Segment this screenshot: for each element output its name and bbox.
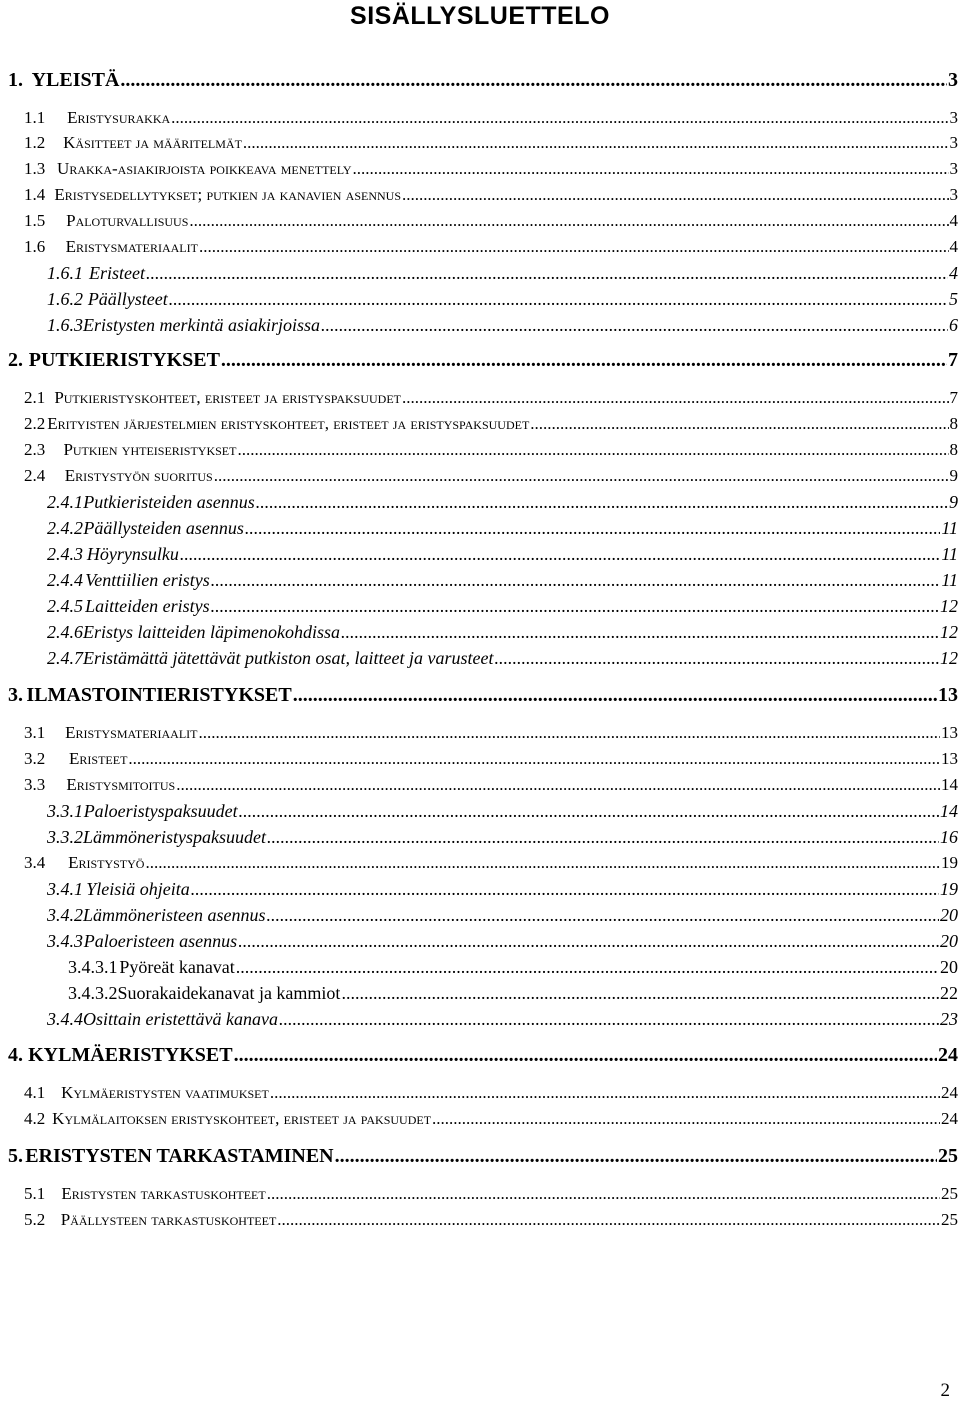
- toc-entry[interactable]: [24, 853, 958, 873]
- section-title: YLEISTÄ: [31, 69, 120, 91]
- section-title: Eristysurakka: [67, 108, 171, 127]
- page-ref: 25: [941, 1210, 958, 1229]
- section-number: 2.4: [24, 466, 46, 485]
- toc-entry[interactable]: [68, 983, 958, 1004]
- dot-leader: [214, 466, 949, 486]
- section-number: 3.4.2: [47, 905, 83, 925]
- toc-entry[interactable]: [8, 684, 958, 707]
- dot-leader: [270, 1083, 940, 1103]
- section-title: Höyrynsulku: [86, 544, 179, 564]
- dot-leader: [145, 853, 940, 873]
- dot-leader: [353, 159, 949, 179]
- page-ref: 12: [940, 622, 958, 642]
- section-title: Kylmäeristysten vaatimukset: [61, 1083, 269, 1102]
- section-number: 5.: [8, 1145, 23, 1167]
- section-number: 1.4: [24, 185, 46, 204]
- page-ref: 24: [941, 1109, 958, 1128]
- toc-entry[interactable]: [47, 827, 958, 848]
- dot-leader: [245, 518, 940, 539]
- section-number: 2.4.6: [47, 622, 83, 642]
- section-number: 3.4.1: [47, 879, 83, 899]
- section-title: Kylmälaitoksen eristyskohteet, eristeet ja paksuudet: [52, 1109, 432, 1128]
- section-number: 3.4.3.1: [68, 957, 118, 977]
- page-ref: 9: [949, 492, 958, 512]
- section-title: Suorakaidekanavat ja kammiot: [117, 983, 341, 1003]
- page-ref: 3: [949, 185, 958, 204]
- page-ref: 5: [949, 289, 958, 309]
- section-number: 2.3: [24, 440, 46, 459]
- section-number: 3.2: [24, 749, 46, 768]
- section-number: 4.2: [24, 1109, 46, 1128]
- toc-entry[interactable]: [47, 801, 958, 822]
- section-number: 1.5: [24, 211, 46, 230]
- page-ref: 8: [949, 414, 958, 433]
- dot-leader: [256, 492, 948, 513]
- page-ref: 19: [941, 853, 958, 872]
- section-title: Erityisten järjestelmien eristyskohteet, eristeet ja eristyspaksuudet: [47, 414, 530, 433]
- section-title: Eristysmateriaalit: [65, 237, 198, 256]
- dot-leader: [267, 1184, 940, 1204]
- section-title: Venttiilien eristys: [85, 570, 210, 590]
- page-ref: 14: [941, 775, 958, 794]
- section-number: 2.1: [24, 388, 46, 407]
- dot-leader: [293, 684, 937, 707]
- dot-leader: [267, 827, 939, 848]
- section-title: Lämmöneristyspaksuudet: [83, 827, 266, 847]
- toc-entry[interactable]: [47, 879, 958, 900]
- section-number: 2.: [8, 349, 23, 371]
- section-number: 3.3: [24, 775, 46, 794]
- section-title: Eristys laitteiden läpimenokohdissa: [83, 622, 340, 642]
- section-number: 2.4.4: [47, 570, 83, 590]
- toc-entry[interactable]: [47, 518, 958, 539]
- toc-entry[interactable]: [24, 1184, 958, 1204]
- toc-entry[interactable]: [24, 108, 958, 128]
- dot-leader: [530, 414, 948, 434]
- dot-leader: [189, 211, 948, 231]
- toc-entry[interactable]: [24, 211, 958, 231]
- dot-leader: [238, 931, 939, 952]
- toc-entry[interactable]: [24, 1210, 958, 1230]
- page-ref: 8: [949, 440, 958, 459]
- dot-leader: [494, 648, 939, 669]
- page-ref: 20: [940, 931, 958, 951]
- page-ref: 11: [941, 518, 958, 538]
- section-number: 2.4.1: [47, 492, 83, 512]
- page-ref: 22: [940, 983, 958, 1003]
- dot-leader: [321, 315, 948, 336]
- toc-entry[interactable]: [24, 185, 958, 205]
- page-ref: 24: [938, 1044, 958, 1066]
- section-title: Paloeristyspaksuudet: [83, 801, 238, 821]
- page-ref: 9: [949, 466, 958, 485]
- toc-entry[interactable]: [8, 1145, 958, 1168]
- dot-leader: [180, 544, 941, 565]
- section-number: 3.3.2: [47, 827, 83, 847]
- page-ref: 7: [949, 388, 958, 407]
- section-number: 2.4.2: [47, 518, 83, 538]
- dot-leader: [267, 905, 940, 926]
- dot-leader: [146, 263, 948, 284]
- dot-leader: [432, 1109, 940, 1129]
- section-number: 1.: [8, 69, 23, 91]
- toc-entry[interactable]: [47, 931, 958, 952]
- section-number: 1.3: [24, 159, 46, 178]
- page-ref: 6: [949, 315, 958, 335]
- toc-entry[interactable]: [47, 263, 958, 284]
- page-ref: 13: [941, 723, 958, 742]
- dot-leader: [128, 749, 940, 769]
- dot-leader: [341, 622, 939, 643]
- dot-leader: [402, 388, 949, 408]
- section-number: 2.4.3: [47, 544, 83, 564]
- section-number: 2.2: [24, 414, 46, 433]
- page-ref: 20: [940, 957, 958, 977]
- section-number: 4.1: [24, 1083, 46, 1102]
- dot-leader: [239, 801, 939, 822]
- section-number: 2.4.5: [47, 596, 83, 616]
- section-title: Paloeristeen asennus: [83, 931, 238, 951]
- page-ref: 13: [938, 684, 958, 706]
- dot-leader: [277, 1210, 940, 1230]
- dot-leader: [236, 957, 939, 978]
- section-number: 3.: [8, 684, 23, 706]
- section-title: Putkieristyskohteet, eristeet ja eristyspaksuudet: [54, 388, 401, 407]
- section-number: 1.6.1: [47, 263, 83, 283]
- toc-entry[interactable]: [47, 289, 958, 310]
- toc-entry[interactable]: [24, 440, 958, 460]
- section-title: Laitteiden eristys: [85, 596, 210, 616]
- section-title: Osittain eristettävä kanava: [83, 1009, 278, 1029]
- toc-entry[interactable]: [24, 749, 958, 769]
- section-number: 1.2: [24, 133, 46, 152]
- page-ref: 23: [940, 1009, 958, 1029]
- toc-entry[interactable]: [8, 69, 958, 92]
- section-title: Lämmöneristeen asennus: [83, 905, 266, 925]
- section-title: KYLMÄERISTYKSET: [28, 1044, 233, 1066]
- dot-leader: [341, 983, 939, 1004]
- toc-entry[interactable]: [24, 159, 958, 179]
- toc-entry[interactable]: [47, 1009, 958, 1030]
- section-number: 2.4.7: [47, 648, 83, 668]
- dot-leader: [335, 1145, 937, 1168]
- section-title: Eristeet: [89, 263, 146, 283]
- dot-leader: [402, 185, 949, 205]
- toc-entry[interactable]: [68, 957, 958, 978]
- page-ref: 4: [949, 211, 958, 230]
- page-number: 2: [940, 1380, 950, 1401]
- toc-entry[interactable]: [8, 349, 958, 372]
- section-title: Päällysteiden asennus: [83, 518, 244, 538]
- section-title: ERISTYSTEN TARKASTAMINEN: [25, 1145, 334, 1167]
- toc-entry[interactable]: [24, 414, 958, 434]
- page-ref: 13: [941, 749, 958, 768]
- dot-leader: [243, 133, 949, 153]
- section-title: Paloturvallisuus: [66, 211, 189, 230]
- page-ref: 16: [940, 827, 958, 847]
- page-ref: 19: [940, 879, 958, 899]
- section-number: 3.1: [24, 723, 46, 742]
- page-ref: 25: [938, 1145, 958, 1167]
- section-title: Eristysmateriaalit: [65, 723, 198, 742]
- page-ref: 7: [948, 349, 958, 371]
- section-title: Päällysteet: [87, 289, 168, 309]
- dot-leader: [211, 596, 939, 617]
- dot-leader: [211, 570, 941, 591]
- toc-entry[interactable]: [47, 315, 958, 336]
- section-number: 5.2: [24, 1210, 46, 1229]
- page-ref: 12: [940, 648, 958, 668]
- section-title: Eristämättä jätettävät putkiston osat, laitteet ja varusteet: [83, 648, 494, 668]
- dot-leader: [176, 775, 940, 795]
- page-ref: 3: [949, 159, 958, 178]
- toc-entry[interactable]: [24, 775, 958, 795]
- toc-entry[interactable]: [24, 1083, 958, 1103]
- document-title: SISÄLLYSLUETTELO: [350, 2, 610, 30]
- dot-leader: [171, 108, 948, 128]
- page-ref: 3: [948, 69, 958, 91]
- toc-entry[interactable]: [24, 466, 958, 486]
- section-number: 3.4.3: [47, 931, 83, 951]
- section-title: Urakka-asiakirjoista poikkeava menettely: [57, 159, 352, 178]
- section-number: 1.6.2: [47, 289, 83, 309]
- section-title: Yleisiä ohjeita: [86, 879, 190, 899]
- section-title: Eristysmitoitus: [66, 775, 176, 794]
- section-title: Eristeet: [69, 749, 128, 768]
- section-number: 1.1: [24, 108, 46, 127]
- dot-leader: [120, 69, 947, 92]
- page-ref: 3: [949, 133, 958, 152]
- section-number: 3.4.4: [47, 1009, 83, 1029]
- page-ref: 11: [941, 570, 958, 590]
- page-ref: 14: [940, 801, 958, 821]
- page-ref: 25: [941, 1184, 958, 1203]
- toc-entry[interactable]: [24, 388, 958, 408]
- page-ref: 24: [941, 1083, 958, 1102]
- page-ref: 20: [940, 905, 958, 925]
- page-ref: 12: [940, 596, 958, 616]
- section-number: 3.4: [24, 853, 46, 872]
- section-title: Eristysten tarkastuskohteet: [61, 1184, 266, 1203]
- page-ref: 3: [949, 108, 958, 127]
- dot-leader: [221, 349, 947, 372]
- section-title: Eristysten merkintä asiakirjoissa: [83, 315, 320, 335]
- toc-entry[interactable]: [24, 237, 958, 257]
- dot-leader: [237, 440, 948, 460]
- page-ref: 4: [949, 237, 958, 256]
- section-title: Päällysteen tarkastuskohteet: [60, 1210, 277, 1229]
- section-number: 1.6: [24, 237, 46, 256]
- section-number: 1.6.3: [47, 315, 83, 335]
- toc-entry[interactable]: [24, 133, 958, 153]
- section-title: Putkien yhteiseristykset: [63, 440, 237, 459]
- section-number: 3.3.1: [47, 801, 83, 821]
- dot-leader: [279, 1009, 939, 1030]
- section-number: 4.: [8, 1044, 23, 1066]
- toc-entry[interactable]: [24, 723, 958, 743]
- section-title: Eristystyön suoritus: [64, 466, 213, 485]
- section-title: Putkieristeiden asennus: [83, 492, 255, 512]
- toc-entry[interactable]: [8, 1044, 958, 1067]
- section-title: Eristysedellytykset; putkien ja kanavien asennus: [54, 185, 401, 204]
- toc-entry[interactable]: [24, 1109, 958, 1129]
- section-title: Pyöreät kanavat: [119, 957, 235, 977]
- section-title: PUTKIERISTYKSET: [28, 349, 220, 371]
- dot-leader: [199, 237, 949, 257]
- section-title: Käsitteet ja määritelmät: [63, 133, 242, 152]
- toc-entry[interactable]: [47, 492, 958, 513]
- toc-entry[interactable]: [47, 596, 958, 617]
- dot-leader: [199, 723, 940, 743]
- toc-entry[interactable]: [47, 544, 958, 565]
- toc-entry[interactable]: [47, 905, 958, 926]
- section-title: Eristystyö: [68, 853, 145, 872]
- toc-entry[interactable]: [47, 570, 958, 591]
- dot-leader: [169, 289, 948, 310]
- section-number: 3.4.3.2: [68, 983, 118, 1003]
- page-ref: 11: [941, 544, 958, 564]
- dot-leader: [191, 879, 939, 900]
- page-ref: 4: [949, 263, 958, 283]
- toc-entry[interactable]: [47, 648, 958, 669]
- section-number: 5.1: [24, 1184, 46, 1203]
- section-title: ILMASTOINTIERISTYKSET: [26, 684, 292, 706]
- dot-leader: [234, 1044, 937, 1067]
- toc-entry[interactable]: [47, 622, 958, 643]
